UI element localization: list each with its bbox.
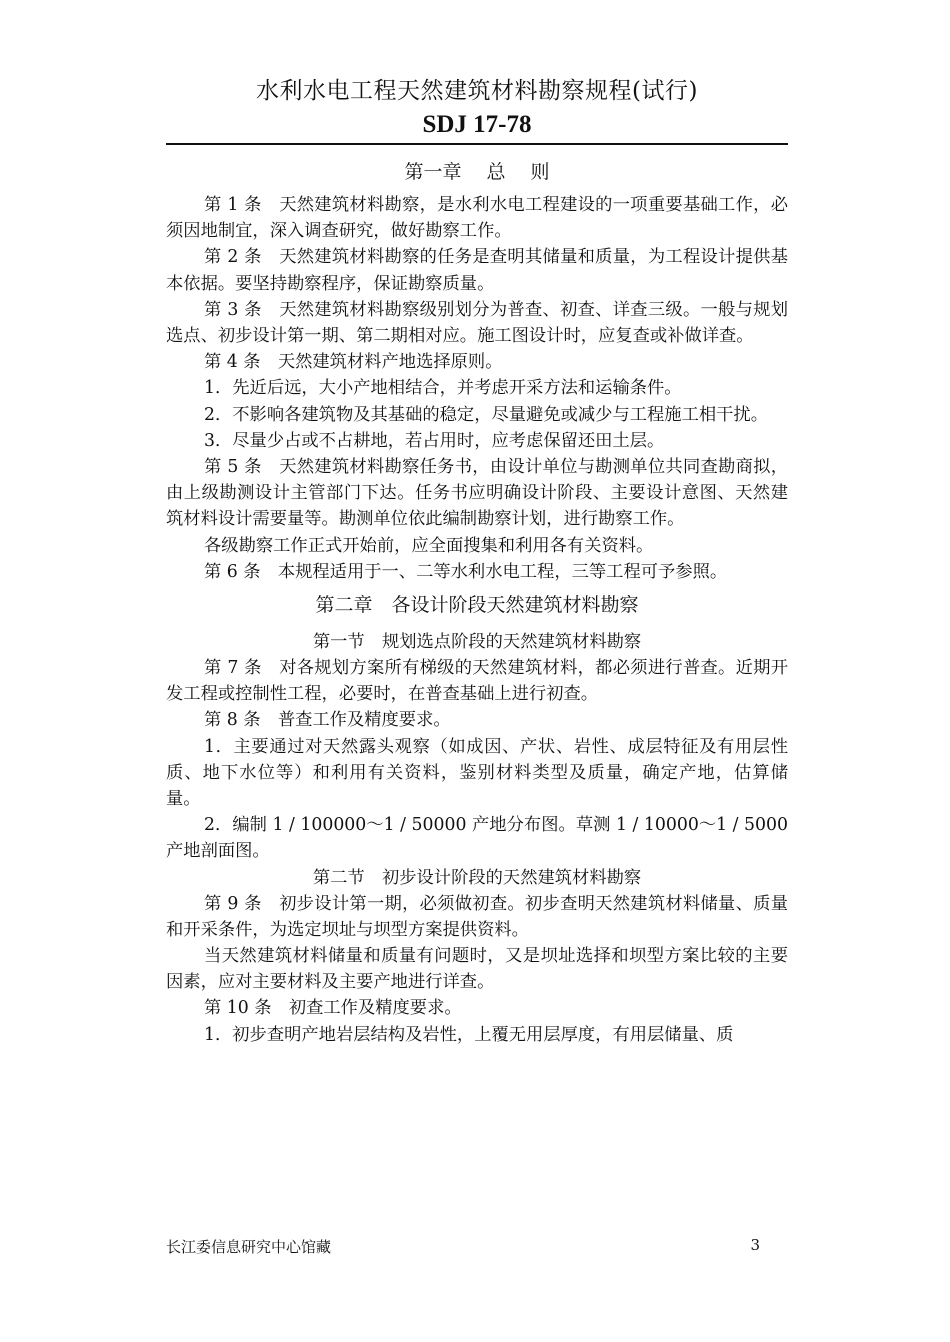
article-6: 第 6 条 本规程适用于一、二等水利水电工程，三等工程可予参照。 [204,561,728,582]
article-3: 第 3 条 天然建筑材料勘察级别划分为普查、初查、详查三级。一般与规划选点、初步设计第一期、第二期相对应。施工图设计时，应复查或补做详查。 [166,299,788,347]
chapter-2-title: 第二章 各设计阶段天然建筑材料勘察 [315,594,639,617]
article-2: 第 2 条 天然建筑材料勘察的任务是查明其储量和质量，为工程设计提供基本依据。要坚持勘察程序，保证勘察质量。 [166,247,788,294]
page-number: 3 [750,1236,760,1254]
document-body [166,156,788,1048]
article-9: 第 9 条 初步设计第一期，必须做初查。初步查明天然建筑材料储量、质量和开采条件，为选定坝址与坝型方案提供资料。 [166,893,788,940]
article-8-item-1: 1．主要通过对天然露头观察（如成因、产状、岩性、成层特征及有用层性质、地下水位等）和利用有关资料，鉴别材料类型及质量，确定产地，估算储量。 [166,736,788,810]
article-8: 第 8 条 普查工作及精度要求。 [204,710,451,731]
document-title: 水利水电工程天然建筑材料勘察规程(试行) [256,78,698,104]
standard-code: SDJ 17-78 [422,111,532,138]
article-4: 第 4 条 天然建筑材料产地选择原则。 [204,352,503,373]
article-4-item-3: 3．尽量少占或不占耕地，若占用时，应考虑保留还田土层。 [204,430,665,451]
article-5: 第 5 条 天然建筑材料勘察任务书，由设计单位与勘测单位共同查勘商拟，由上级勘测设计主管部门下达。任务书应明确设计阶段、主要设计意图、天然建筑材料设计需要量等。勘测单位依此编制勘察计划，进行勘察工作。 [166,457,788,530]
article-9-note: 当天然建筑材料储量和质量有问题时，又是坝址选择和坝型方案比较的主要因素，应对主要材料及主要产地进行详查。 [166,946,788,993]
article-10: 第 10 条 初查工作及精度要求。 [204,998,462,1019]
article-4-item-2: 2．不影响各建筑物及其基础的稳定，尽量避免或减少与工程施工相干扰。 [204,404,768,425]
article-1: 第 1 条 天然建筑材料勘察，是水利水电工程建设的一项重要基础工作，必须因地制宜，深入调查研究，做好勘察工作。 [166,195,788,242]
header-rule [166,143,788,145]
footer-source: 长江委信息研究中心馆藏 [166,1238,332,1256]
page-footer [166,1236,788,1257]
document-header [166,76,788,140]
article-4-item-1: 1．先近后远，大小产地相结合，并考虑开采方法和运输条件。 [204,378,682,399]
article-8-item-2: 2．编制 1 / 100000～1 / 50000 产地分布图。草测 1 / 10000～1 / 5000 产地剖面图。 [166,815,788,862]
chapter-1-title: 第一章 总 则 [404,161,550,183]
section-2-title: 第二节 初步设计阶段的天然建筑材料勘察 [312,867,642,888]
article-7: 第 7 条 对各规划方案所有梯级的天然建筑材料，都必须进行普查。近期开发工程或控制性工程，必要时，在普查基础上进行初查。 [166,658,788,705]
article-5-note: 各级勘察工作正式开始前，应全面搜集和利用各有关资料。 [204,535,654,556]
section-1-title: 第一节 规划选点阶段的天然建筑材料勘察 [312,632,642,653]
article-10-item-1: 1．初步查明产地岩层结构及岩性，上覆无用层厚度，有用层储量、质 [204,1024,734,1045]
